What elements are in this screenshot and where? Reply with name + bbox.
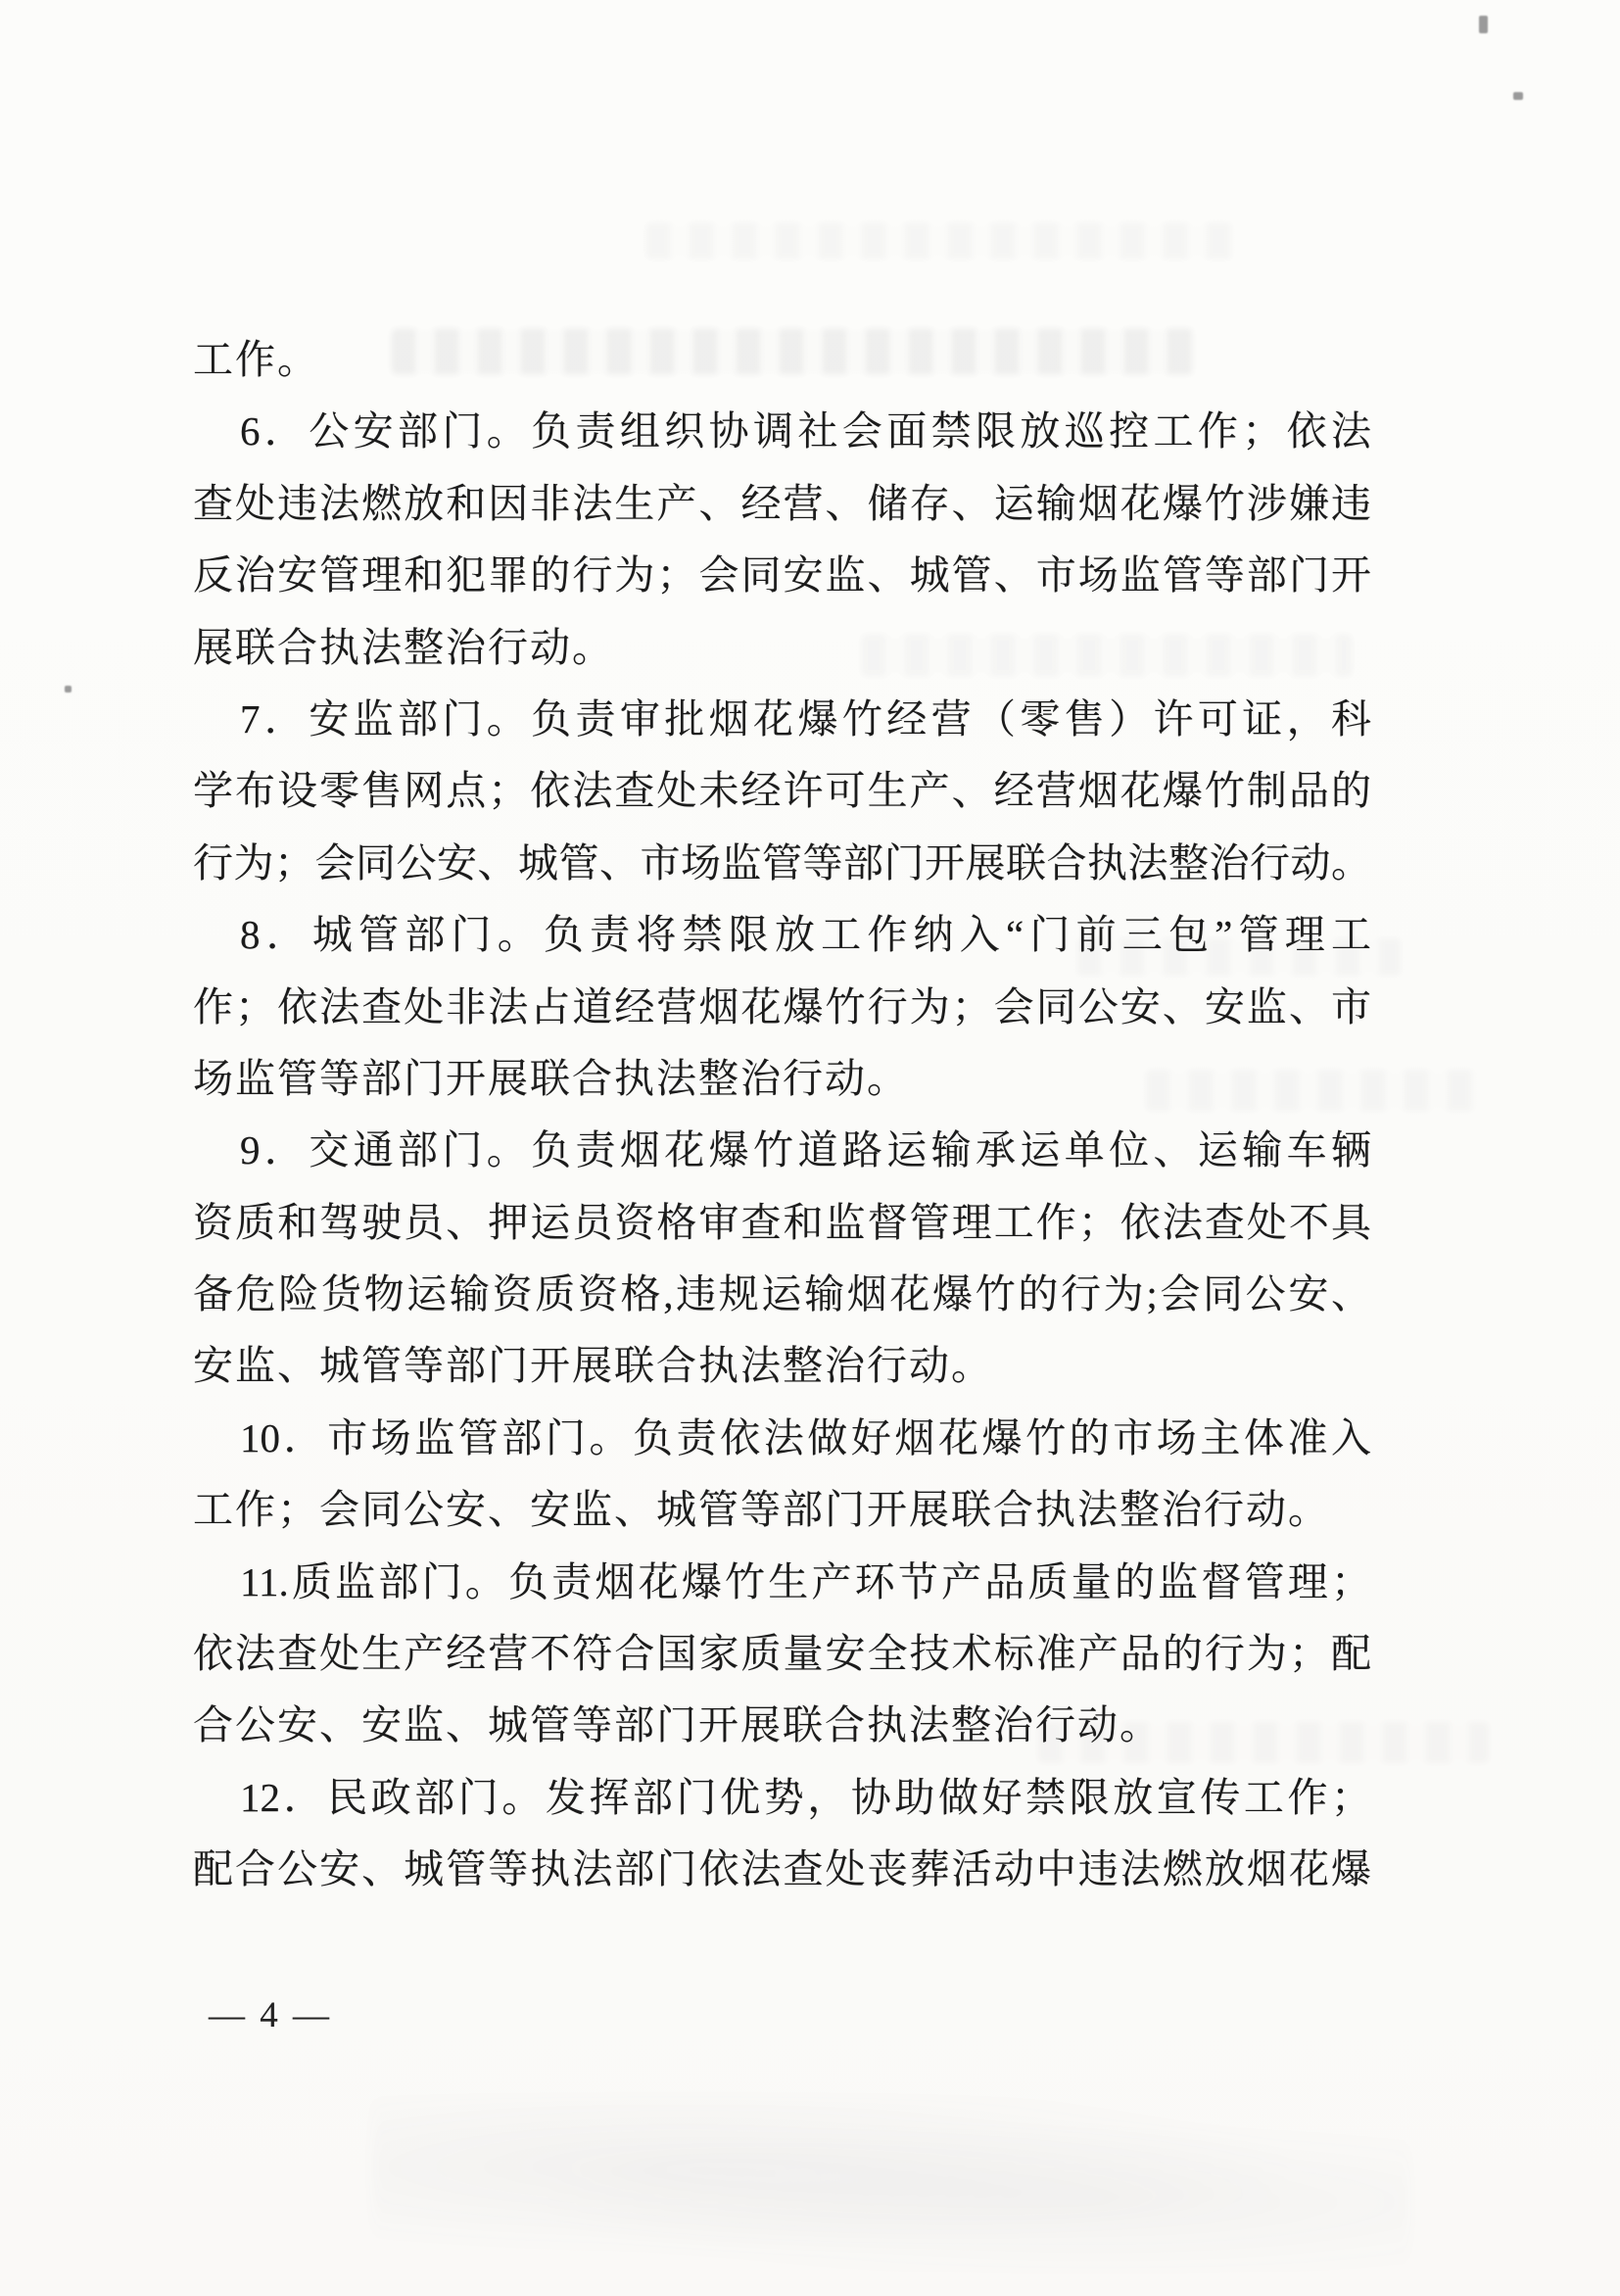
text-line: 场监管等部门开展联合执法整治行动。: [193, 1055, 909, 1101]
text-line: 作；依法查处非法占道经营烟花爆竹行为；会同公安、安监、市: [193, 983, 1371, 1029]
text-line: 6．公安部门。负责组织协调社会面禁限放巡控工作；依法: [240, 408, 1371, 454]
text-line: 依法查处生产经营不符合国家质量安全技术标准产品的行为；配: [193, 1631, 1371, 1677]
scan-speck: [65, 686, 71, 693]
text-line: 10．市场监管部门。负责依法做好烟花爆竹的市场主体准入: [240, 1414, 1371, 1460]
page-number: — 4 —: [209, 1995, 332, 2035]
scan-speck: [1479, 16, 1488, 33]
text-line: 备危险货物运输资质资格,违规运输烟花爆竹的行为;会同公安、: [193, 1271, 1371, 1317]
bleed-through-artifact: [646, 223, 1234, 259]
text-line: 查处违法燃放和因非法生产、经营、储存、运输烟花爆竹涉嫌违: [193, 480, 1371, 526]
text-line: 学布设零售网点；依法查处未经许可生产、经营烟花爆竹制品的: [193, 768, 1371, 814]
text-line: 7．安监部门。负责审批烟花爆竹经营（零售）许可证，科: [240, 695, 1371, 741]
text-line: 工作；会同公安、安监、城管等部门开展联合执法整治行动。: [193, 1487, 1330, 1533]
text-line: 工作。: [193, 337, 319, 382]
text-line: 12．民政部门。发挥部门优势，协助做好禁限放宣传工作；: [240, 1774, 1371, 1820]
text-line: 反治安管理和犯罪的行为；会同安监、城管、市场监管等部门开: [193, 552, 1371, 598]
text-line: 11.质监部门。负责烟花爆竹生产环节产品质量的监督管理；: [240, 1558, 1371, 1604]
bleed-through-artifact: [372, 2096, 1410, 2272]
text-line: 合公安、安监、城管等部门开展联合执法整治行动。: [193, 1702, 1162, 1748]
text-line: 9．交通部门。负责烟花爆竹道路运输承运单位、运输车辆: [240, 1127, 1371, 1173]
text-line: 配合公安、城管等执法部门依法查处丧葬活动中违法燃放烟花爆: [193, 1846, 1371, 1892]
text-line: 资质和驾驶员、押运员资格审查和监督管理工作；依法查处不具: [193, 1199, 1371, 1245]
text-line: 安监、城管等部门开展联合执法整治行动。: [193, 1343, 993, 1389]
text-line: 展联合执法整治行动。: [193, 624, 614, 670]
text-line: 行为；会同公安、城管、市场监管等部门开展联合执法整治行动。: [193, 839, 1371, 885]
scan-speck: [1513, 92, 1523, 100]
text-line: 8．城管部门。负责将禁限放工作纳入“门前三包”管理工: [240, 912, 1371, 958]
document-body: [193, 324, 1371, 1906]
